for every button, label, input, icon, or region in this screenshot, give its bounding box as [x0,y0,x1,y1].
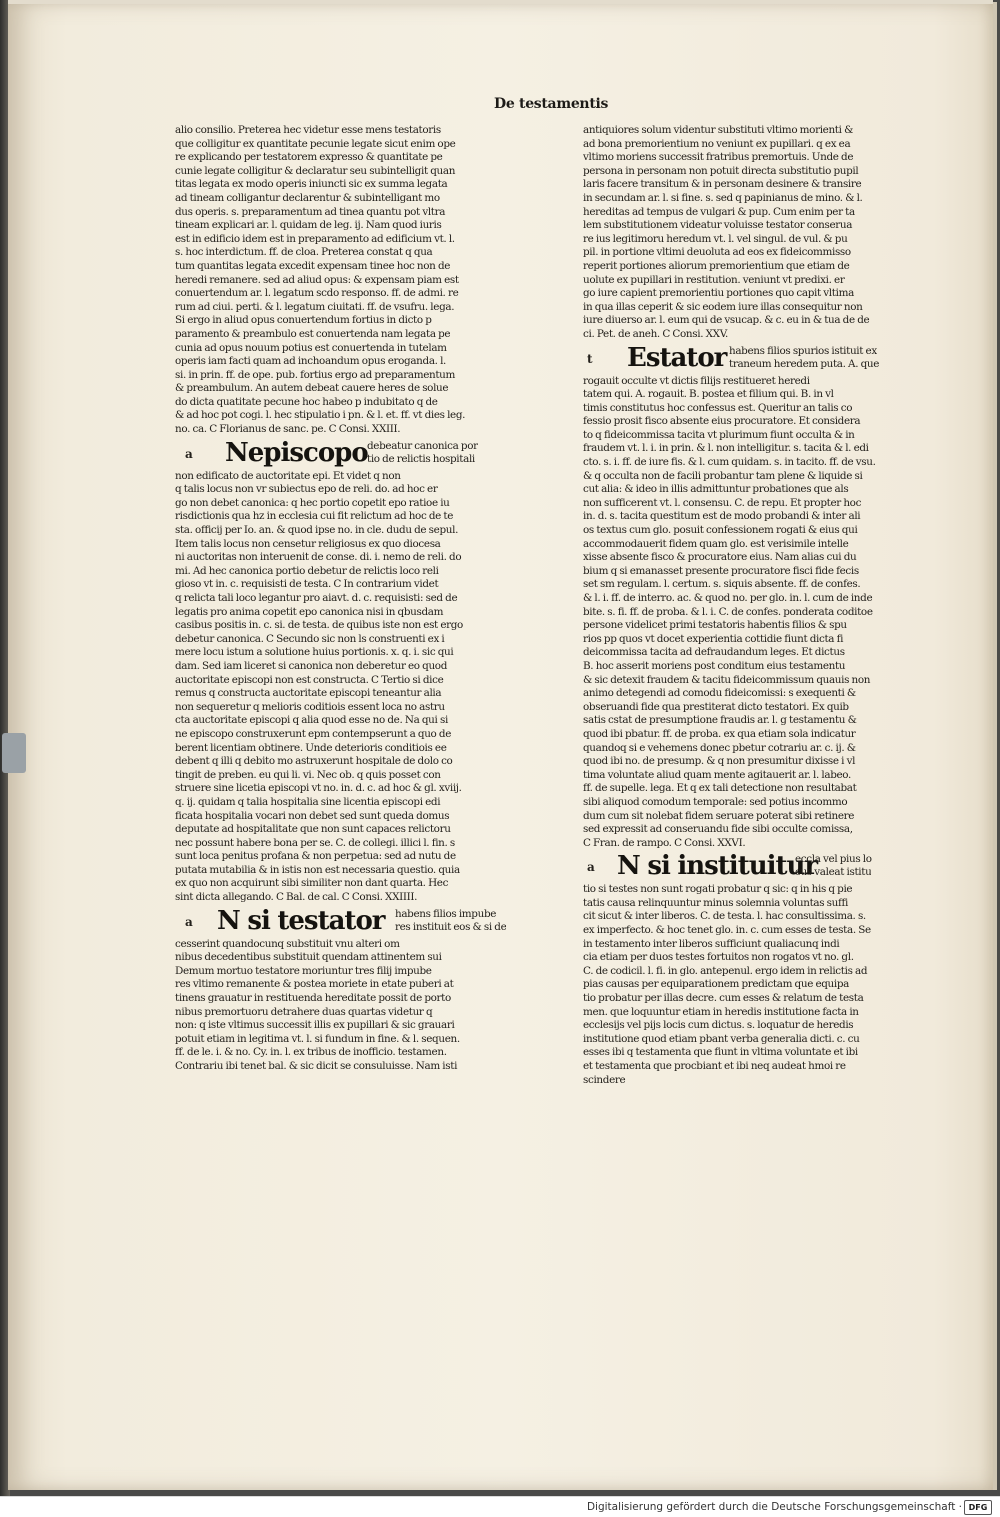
heading-side-line: habens filios spurios istituit ex [729,344,877,357]
text-line: q. ij. quidam q talia hospitalia sine licentia episcopi edi [175,795,441,808]
text-line: pil. in portione vltimi deuoluta ad eos ex fideicommisso [583,246,851,259]
text-line: sint dicta allegando. C Bal. de cal. C Consi. XXIIII. [175,891,418,904]
running-head: De testamentis [494,96,609,112]
text-line: tio probatur per illas decre. cum esses & relatum de testa [583,992,864,1005]
page-clip-tab [2,733,26,773]
text-line: & l. i. ff. de interro. ac. & quod no. per glo. in. l. cum de inde [583,592,873,604]
text-line: putata mutabilia & in istis non est necessaria questio. quia [175,863,460,876]
text-line: non edificato de auctoritate epi. Et videt q non [175,469,401,482]
text-line: uolute ex pupillari in restitution. veniunt vt predixi. er [583,273,845,286]
text-line: ci. Pet. de aneh. C Consi. XXV. [583,327,728,340]
right-block-c [583,883,909,1087]
heading-side-line: eccla vel pius lo [795,853,872,866]
text-line: tio si testes non sunt rogati probatur q sic: q in his q pie [583,883,853,896]
text-line: scindere [583,1073,626,1086]
text-line: institutione quod etiam pbant verba generalia dicti. c. cu [583,1032,860,1045]
text-line: ff. de le. i. & no. Cy. in. l. ex tribus de inofficio. testamen. [175,1046,447,1059]
text-line: os textus cum glo. posuit confessionem rogati & eius qui [583,524,858,537]
text-line: heredi remanere. sed ad aliud opus: & expensam piam est [175,273,459,286]
text-line: nibus decedentibus substituit quendam attinentem sui [175,951,442,964]
text-line: sibi aliquod comodum temporale: sed potius incommo [583,795,848,808]
text-line: res vltimo remanente & postea moriete in etate puberi at [175,978,454,991]
text-line: & sic detexit fraudem & tacitu fideicommissum quauis non [583,673,871,686]
text-line: legatis pro anima copetit epo canonica nisi in qbusdam [175,605,444,618]
text-line: re ius legitimoru heredum vt. l. vel singul. de vul. & pu [583,232,848,245]
text-line: q relicta tali loco legantur pro aiavt. d. c. requisisti: sed de [175,592,458,604]
text-line: rios pp quos vt docet experientia cottidie fiunt dicta fi [583,632,844,645]
text-line: to q fideicommissa tacita vt plurimum fiunt occulta & in [583,428,855,441]
text-line: ficata hospitalia vocari non debet sed sunt queda domus [175,809,450,822]
right-heading-testator [583,343,909,374]
right-block-a [583,124,909,342]
text-line: fessio prosit fisco absente eius procuratore. Et considera [583,415,861,428]
text-line: ff. de supelle. lega. Et q ex tali detectione non resultabat [583,782,857,795]
left-block-a [175,124,511,437]
text-line: ex imperfecto. & hoc tenet glo. in. c. cum esses de testa. Se [583,924,871,937]
text-line: & ad hoc pot cogi. l. hec stipulatio i pn. & l. et. ff. vt dies leg. [175,409,466,422]
text-line: Demum mortuo testatore moriuntur tres filij impube [175,964,432,977]
text-line: accommodauerit fidem quam glo. est verisimile intelle [583,537,849,550]
text-line: C. de codicil. l. fi. in glo. antepenul. ergo idem in relictis ad [583,964,868,977]
text-line: antiquiores solum videntur substituti vltimo morienti & [583,124,853,136]
text-line: tineam explicari ar. l. quidam de leg. ij. Nam quod iuris [175,219,442,232]
text-line: tingit de preben. eu qui li. vi. Nec ob. q quis posset con [175,768,441,781]
text-line: nec possunt habere bona per se. C. de collegi. illici l. fin. s [175,836,455,849]
text-line: satis cstat de presumptione fraudis ar. l. g testamentu & [583,714,857,727]
text-line: quandoq si e vehemens donec pbetur cotrariu ar. c. ij. & [583,741,856,754]
right-heading-instituitur [583,851,909,882]
text-line: C Fran. de rampo. C Consi. XXVI. [583,836,746,849]
text-line: B. hoc asserit moriens post conditum eius testamentu [583,659,846,672]
heading-side-line: debeatur canonica por [367,439,478,452]
text-line: risdictionis qua hz in ecclesia cui fit relictum ad hoc de te [175,510,454,523]
text-line: operis iam facti quam ad inchoandum opus eroganda. l. [175,355,447,368]
text-line: cia etiam per duos testes fortuitos non rogatos vt no. gl. [583,951,854,964]
text-line: in testamento inter liberos sufficiunt qualiacunq indi [583,937,840,950]
heading-side-line: tio de relictis hospitali [367,452,475,465]
text-line: animo detegendi ad comodu fideicomissi: s exequenti & [583,687,856,700]
text-line: si. in prin. ff. de ope. pub. fortius ergo ad preparamentum [175,368,456,381]
left-text-column [175,124,511,1074]
text-line: non sequeretur q melioris coditiois essent loca no astru [175,700,445,713]
left-heading-episcopo [175,438,511,469]
left-block-b [175,470,511,905]
text-line: gioso vt in. c. requisisti de testa. C In contrarium videt [175,578,439,591]
text-line: re explicando per testatorem expresso & quantitate pe [175,151,443,164]
text-line: & q occulta non de facili probantur tam plene & liquide si [583,469,863,482]
text-line: ne episcopo construxerunt epm contempserunt a quo de [175,727,452,740]
text-line: et testamenta que procbiant et ibi neq audeat hmoi re [583,1060,846,1072]
marginal-letter: a [185,914,193,929]
text-line: casibus positis in. c. si. de testa. de quibus iste non est ergo [175,619,463,632]
left-block-c [175,938,511,1074]
text-line: laris facere transitum & in personam desinere & transire [583,178,862,191]
text-line: bium q si emanasset presente procuratore fisci fide fecis [583,564,859,577]
text-line: debetur canonica. C Secundo sic non ls construenti ex i [175,632,445,645]
text-line: cunie legate colligitur & declaratur seu subintelligit quan [175,164,456,177]
text-line: que colligitur ex quantitate pecunie legate sicut enim ope [175,137,456,150]
text-line: non: q iste vltimus successit illis ex pupillari & sic grauari [175,1019,455,1032]
marginal-letter: a [587,860,595,875]
text-line: berent licentiam obtinere. Unde deterioris conditiois ee [175,741,447,754]
text-line: dam. Sed iam liceret si canonica non deberetur eo quod [175,659,448,672]
text-line: reperit portiones aliorum premorientium que etiam de [583,259,850,272]
text-line: non sufficerent vt. l. consensu. C. de repu. Et propter hoc [583,496,862,509]
marginal-letter: a [185,446,193,461]
text-line: vltimo moriens successit fratribus premortuis. Unde de [583,151,854,164]
text-line: potuit etiam in legitima vt. l. si fundum in fine. & l. sequen. [175,1032,460,1045]
text-line: cta auctoritate episcopi q alia quod esse no de. Na qui si [175,714,448,727]
text-line: tima voluntate aliud quam mente agitauerit ar. l. labeo. [583,768,851,781]
text-line: ad bona premorientium no veniunt ex pupillari. q ex ea [583,137,851,150]
text-line: persone videlicet primi testatoris habentis filios & spu [583,619,847,632]
text-line: tum quantitas legata excedit expensam tinee hoc non de [175,259,451,272]
text-line: in. d. s. tacita questitum est de modo probandi & inter ali [583,510,861,523]
text-line: sunt loca penitus profana & non perpetua: sed ad nutu de [175,850,456,863]
text-line: lem substitutionem videatur voluisse testator conserua [583,219,853,232]
text-line: go iure capient premorientiu portiones quo capit vltima [583,287,854,300]
text-line: in qua illas ceperit & sic eodem iure illas consequitur non [583,300,863,313]
text-line: sed expressit ad conseruandu fide sibi occulte comissa, [583,823,853,836]
text-line: men. que loquuntur etiam in heredis institutione facta in [583,1005,859,1018]
text-line: deputate ad hospitalitate que non sunt capaces relictoru [175,823,451,836]
text-line: q talis locus non vr subiectus epo de reli. do. ad hoc er [175,483,438,496]
text-line: cit sicut & inter liberos. C. de testa. l. hac consultissima. s. [583,910,866,923]
text-line: persona in personam non potuit directa substitutio pupil [583,164,859,177]
text-line: do dicta quatitate pecune hoc habeo p indubitato q de [175,395,438,408]
text-line: iure diuerso ar. l. eum qui de vsucap. & c. eu in & tua de de [583,314,870,327]
text-line: esses ibi q testamenta que fiunt in vltima voluntate et ibi [583,1046,858,1059]
text-line: s. hoc interdictum. ff. de cloa. Preterea constat q qua [175,246,433,259]
text-line: & preambulum. An autem debeat cauere heres de solue [175,382,449,395]
text-line: in secundam ar. l. si fine. s. sed q papinianus de mino. & l. [583,191,863,204]
left-heading-testator [175,906,511,937]
text-line: sta. officij per Io. an. & quod ipse no. in cle. dudu de sepul. [175,524,459,537]
text-line: ad tineam colligantur declarentur & subintelligant mo [175,191,440,204]
text-line: cesserint quandocunq substituit vnu alteri om [175,937,400,950]
heading-side-line: res instituit eos & si de [395,920,507,933]
text-line: cunia ad opus nouum potius est conuertenda in tutelam [175,341,447,354]
text-line: bite. s. fi. ff. de proba. & l. i. C. de confes. ponderata coditoe [583,605,873,618]
text-line: mere locu istum a solutione huius portionis. x. q. i. sic qui [175,646,454,659]
text-line: timis constitutus hoc confessus est. Queritur an talis co [583,401,853,414]
text-line: deicommissa tacita ad defraudandum leges. Et dictus [583,646,845,659]
heading-side-line: traneum heredem puta. A. que [729,357,880,370]
right-block-b [583,375,909,851]
initial-heading: Nepiscopo [225,437,368,468]
funding-notice: Digitalisierung gefördert durch die Deutsche Forschungsgemeinschaft · [586,1501,962,1513]
text-line: dum cum sit nolebat fidem seruare poterat sibi retinere [583,809,855,822]
text-line: xisse absente fisco & procuratore eius. Nam alias cui du [583,551,857,564]
text-line: cut alia: & ideo in illis admittuntur probationes que als [583,483,849,496]
text-line: go non debet canonica: q hec portio copetit epo ratioe iu [175,496,450,509]
initial-heading: N si instituitur [617,851,818,882]
text-line: no. ca. C Florianus de sanc. pe. C Consi. XXIII. [175,423,401,436]
text-line: paramento & preambulo est conuertenda nam legata pe [175,327,451,340]
text-line: pias causas per equiparationem predictam que equipa [583,978,850,991]
text-line: debent q illi q debito mo astruxerunt hospitale de dolo co [175,755,453,768]
text-line: quod ibi no. de presump. & q non presumitur dixisse i vl [583,755,856,768]
text-line: rogauit occulte vt dictis filijs restitueret heredi [583,374,810,387]
text-line: auctoritate episcopi non est constructa. C Tertio si dice [175,673,444,686]
text-line: tatem qui. A. rogauit. B. postea et filium qui. B. in vl [583,388,834,401]
text-line: fraudem vt. l. i. in prin. & l. non intelligitur. s. tacita & l. edi [583,442,869,455]
text-line: obseruandi fide qua prestiterat dicto testatori. Ex quib [583,700,849,713]
text-line: quod ibi pbatur. ff. de proba. ex qua etiam sola indicatur [583,727,856,740]
heading-side-line: cus valeat istitu [795,866,872,879]
text-line: remus q constructa auctoritate episcopi teneantur alia [175,687,442,700]
dfg-logo: DFG [964,1500,992,1515]
text-line: Contrariu ibi tenet bal. & sic dicit se consuluisse. Nam isti [175,1060,458,1072]
text-line: tinens grauatur in restituenda hereditate possit de porto [175,992,451,1005]
text-line: cto. s. i. ff. de iure fis. & l. cum quidam. s. in tacito. ff. de vsu. [583,456,876,469]
text-line: Item talis locus non censetur religiosus ex quo diocesa [175,537,441,550]
text-line: rum ad ciui. perti. & l. legatum ciuitati. ff. de vsufru. lega. [175,300,455,313]
text-line: conuertendum ar. l. legatum scdo responso. ff. de admi. re [175,287,459,300]
heading-side-line: habens filios impube [395,907,497,920]
text-line: nibus premortuoru detrahere duas quartas videtur q [175,1005,433,1018]
text-line: titas legata ex modo operis iniuncti sic ex summa legata [175,178,448,191]
text-line: est in edificio idem est in preparamento ad edificium vt. l. [175,232,455,245]
text-line: ecclesijs vel pijs locis cum dictus. s. loquatur de heredis [583,1019,854,1032]
initial-heading: Estator [627,342,727,373]
text-line: Si ergo in aliud opus conuertendum fortius in dicto p [175,314,432,327]
text-line: set sm regulam. l. certum. s. siquis absente. ff. de confes. [583,578,861,591]
text-line: alio consilio. Preterea hec videtur esse mens testatoris [175,124,441,136]
digitization-footer [0,1496,1000,1517]
text-line: tatis causa relinquuntur minus solemnia voluntas suffi [583,896,848,909]
text-line: struere sine licetia episcopi vt no. in. d. c. ad hoc & gl. xviij. [175,782,462,795]
initial-heading: N si testator [217,905,385,936]
marginal-letter: t [587,351,593,366]
text-line: dus operis. s. preparamentum ad tinea quantu pot vltra [175,205,446,218]
right-text-column [583,124,909,1087]
page-top-edge [8,0,993,4]
text-line: mi. Ad hec canonica portio debetur de relictis loco reli [175,564,439,577]
text-line: hereditas ad tempus de vulgari & pup. Cum enim per ta [583,205,855,218]
text-line: ni auctoritas non interuenit de conse. di. i. nemo de reli. do [175,551,462,564]
text-line: ex quo non acquirunt sibi similiter non dant quarta. Hec [175,877,449,890]
